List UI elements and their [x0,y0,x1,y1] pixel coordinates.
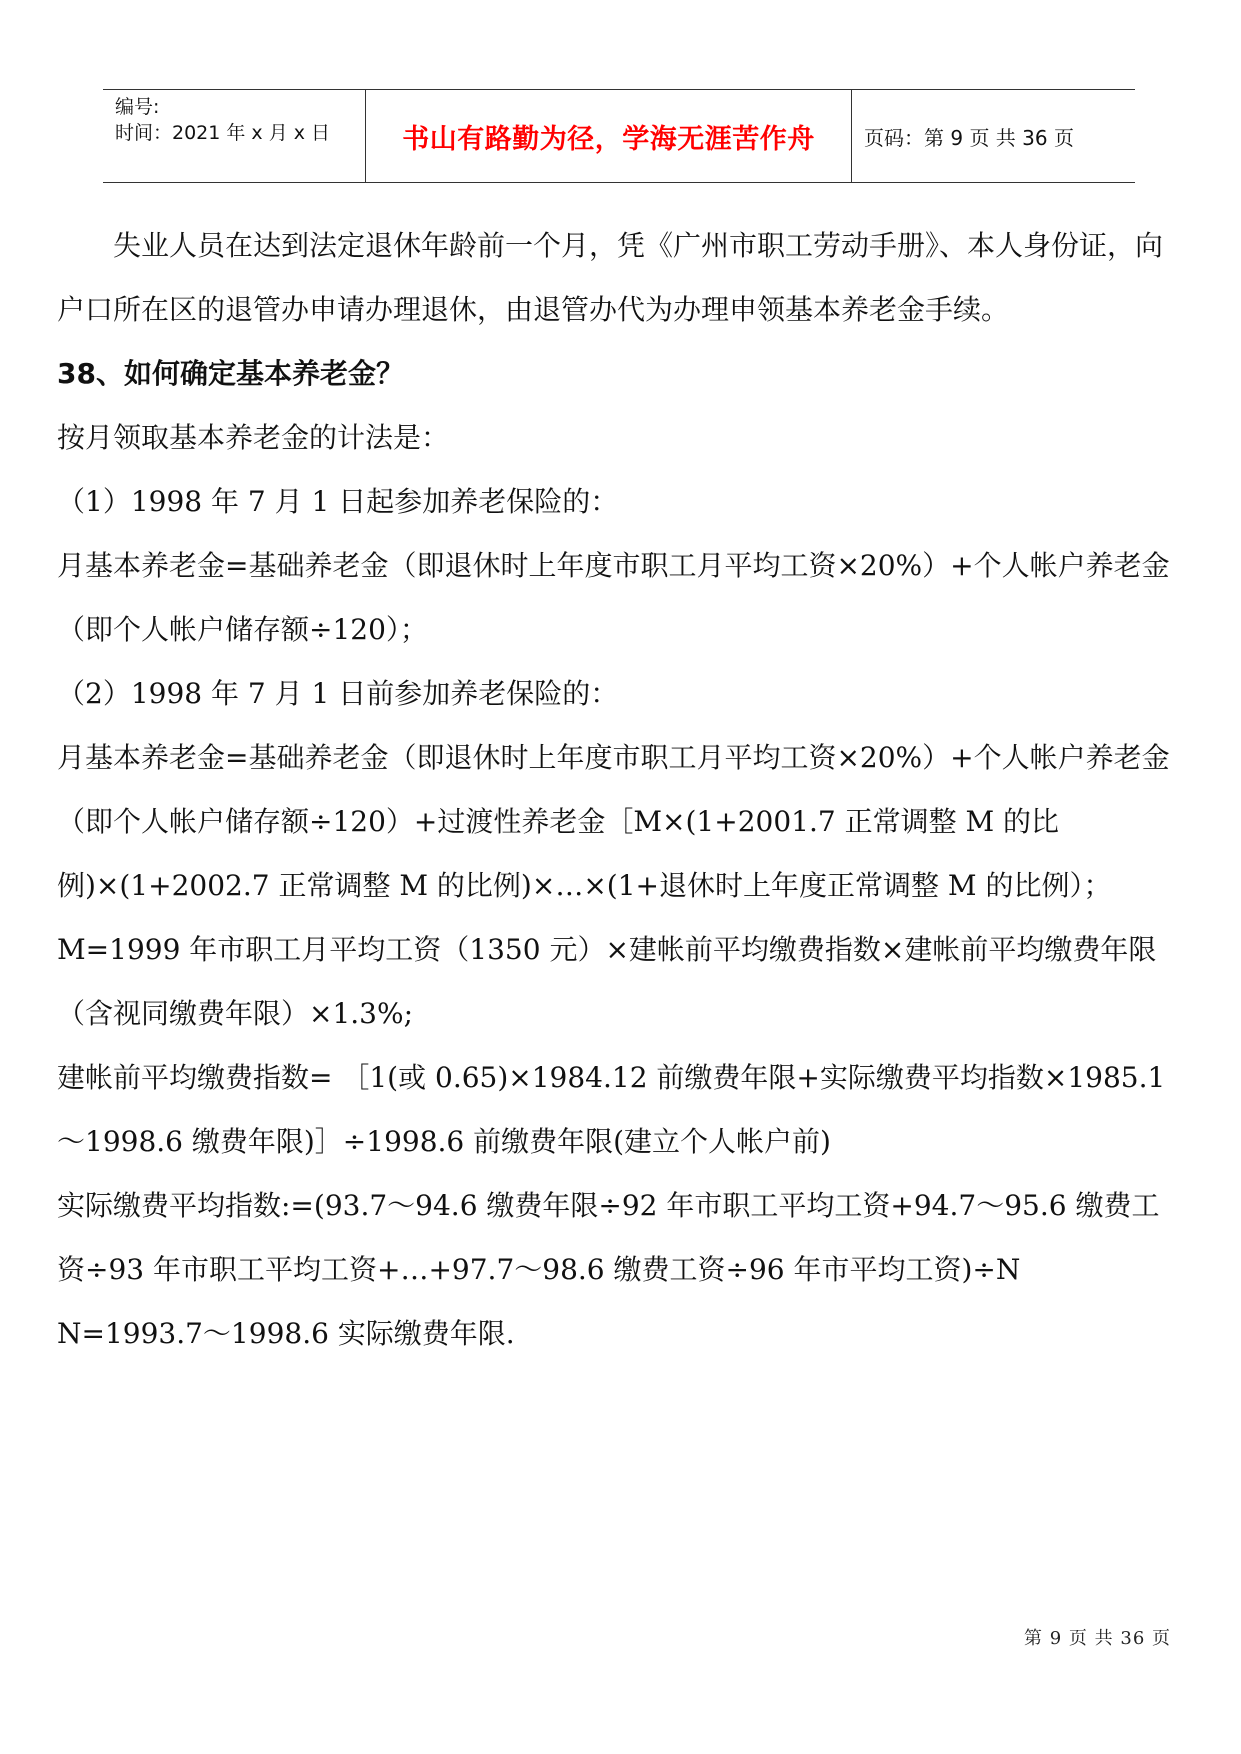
section-heading: 38、如何确定基本养老金？ [57,357,404,390]
paragraph-calculation-intro: 按月领取基本养老金的计法是： [57,421,450,454]
m-formula: M=1999 年市职工月平均工资（1350 元）×建帐前平均缴费指数×建帐前平均缴费年限（含视同缴费年限）×1.3%; [57,933,1157,1030]
document-time-label: 时间：2021 年 x 月 x 日 [115,122,331,144]
item1-title: （1）1998 年 7 月 1 日起参加养老保险的： [57,485,619,518]
item2-formula: 月基本养老金=基础养老金（即退休时上年度市职工月平均工资×20%）+个人帐户养老金（即个人帐户储存额÷120）+过渡性养老金［M×(1+2001.7 正常调整 M 的比例)×(1+2002.7 正常调整 M 的比例)×…×(1+退休时上年度正常调整 M 的比例）； [57,741,1170,902]
page-footer: 第 9 页 共 36 页 [1024,1628,1171,1649]
page-header [103,89,1135,183]
document-body [57,214,1185,1366]
header-page-info: 页码：第 9 页 共 36 页 [864,125,1074,150]
index-formula: 建帐前平均缴费指数= ［1(或 0.65)×1984.12 前缴费年限+实际缴费平均指数×1985.1～1998.6 缴费年限)］÷1998.6 前缴费年限(建立个人帐户前) [57,1061,1166,1158]
actual-index-formula: 实际缴费平均指数:=(93.7～94.6 缴费年限÷92 年市职工平均工资+94.7～95.6 缴费工资÷93 年市职工平均工资+…+97.7～98.6 缴费工资÷96 年市平均工资)÷N [57,1189,1160,1286]
header-motto: 书山有路勤为径，学海无涯苦作舟 [366,90,852,182]
document-code-label: 编号: [115,96,160,118]
paragraph-retirement-procedure: 失业人员在达到法定退休年龄前一个月，凭《广州市职工劳动手册》、本人身份证，向户口所在区的退管办申请办理退休，由退管办代为办理申领基本养老金手续。 [57,229,1164,326]
item2-title: （2）1998 年 7 月 1 日前参加养老保险的： [57,677,619,710]
n-formula: N=1993.7～1998.6 实际缴费年限. [57,1317,515,1350]
header-meta-cell [103,90,366,182]
item1-formula: 月基本养老金=基础养老金（即退休时上年度市职工月平均工资×20%）+个人帐户养老金（即个人帐户储存额÷120）； [57,549,1170,646]
